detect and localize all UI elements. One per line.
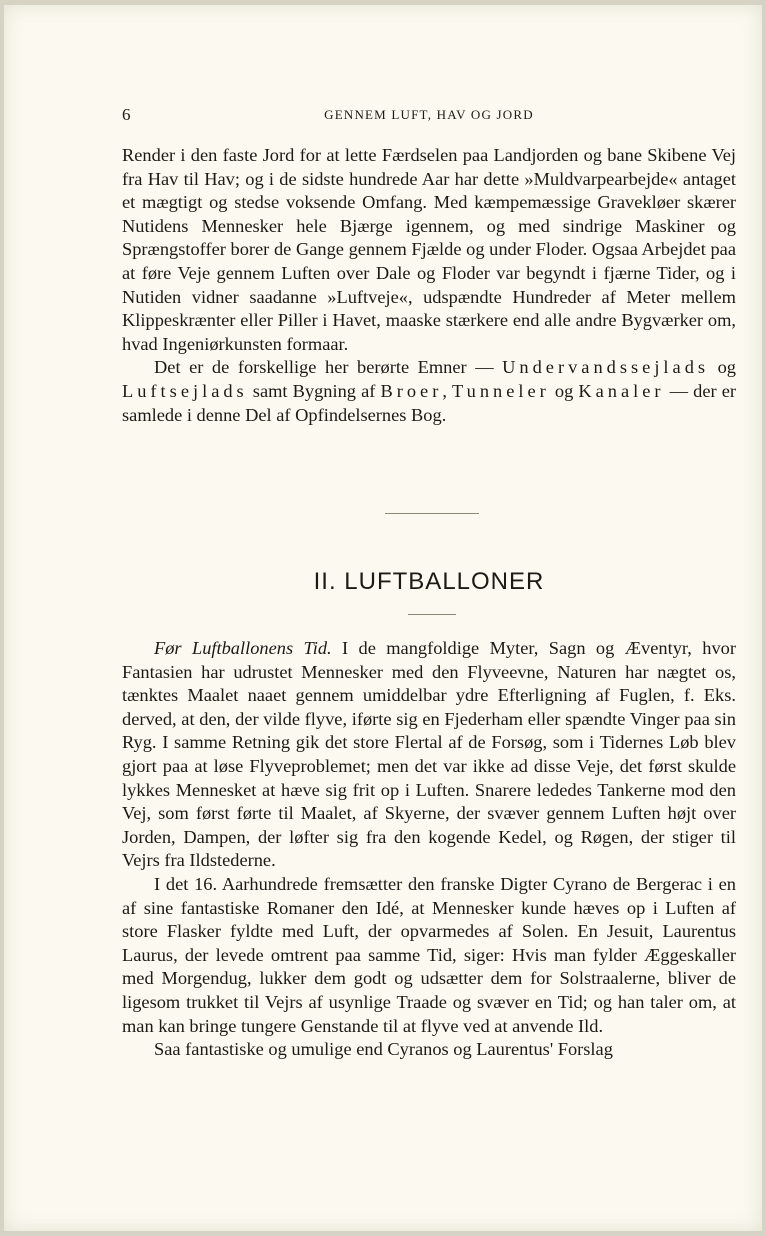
intro-p2-mid3: , bbox=[442, 380, 453, 401]
page-header bbox=[122, 105, 736, 129]
intro-p2-mid2: samt Bygning af bbox=[247, 380, 381, 401]
running-title: GENNEM LUFT, HAV OG JORD bbox=[324, 107, 534, 122]
intro-paragraph-1: Render i den faste Jord for at lette Færdselen paa Landjorden og bane Skibene Vej fra Hav til Hav; og i de sidste hundrede Aar har dette »Muldvarpearbejde« antaget et mægtigt og stedse voksende Omfang. Med kæmpemæssige Gravekløer skærer Nutidens Mennesker hele Bjærge igennem, og med sindrige Maskiner og Sprængstoffer borer de Gange gennem Fjælde og under Floder. Ogsaa Arbejdet paa at føre Veje gennem Luften over Dale og Floder var begyndt i fjærne Tider, og i Nutiden vidner saadanne »Luftveje«, udspændte Hundreder af Meter mellem Klippeskrænter eller Piller i Havet, maaske stærkere end alle andre Bygværker om, hvad Ingeniørkunsten formaar. bbox=[122, 145, 736, 354]
page-number: 6 bbox=[122, 105, 131, 124]
intro-paragraph-2 bbox=[122, 356, 736, 427]
chapter-paragraph-3: Saa fantastiske og umulige end Cyranos og Laurentus' Forslag bbox=[154, 1039, 613, 1060]
intro-p2-mid1: og bbox=[709, 357, 736, 378]
subsection-heading: Før Luftballonens Tid. bbox=[154, 638, 332, 658]
section-divider bbox=[385, 513, 479, 514]
title-underline bbox=[408, 614, 456, 615]
intro-p2-end: — der er samlede i denne Del af Opfindelsernes Bog. bbox=[122, 380, 737, 425]
term-broer: Broer bbox=[380, 380, 443, 401]
chapter-text bbox=[122, 637, 736, 1062]
chapter-p1-text: I de mangfoldige Myter, Sagn og Æventyr, hvor Fantasien har udrustet Mennesker med den Flyveevne, Naturen har nægtet os, tænktes Maalet naaet gennem umiddelbar ydre Efterligning af Fuglen, f. Eks. derved, at den, der vilde flyve, iførte sig en Fjederham eller spændte Vinger paa sin Ryg. I samme Retning gik det store Flertal af de Forsøg, som i Tidernes Løb blev gjort paa at løse Flyveproblemet; men det var ikke ad disse Veje, det først skulde lykkes Mennesket at hæve sig frit op i Luften. Snarere lededes Tankerne mod den Vej, som først førte til Maalet, af Skyerne, der svæver gennem Luften højt over Jorden, Dampen, der løfter sig fra den kogende Kedel, og Røgen, der stiger til Vejrs fra Ildstederne. bbox=[122, 638, 736, 871]
chapter-title: II. LUFTBALLONER bbox=[313, 568, 545, 595]
term-luftsejlads: Luftsejlads bbox=[122, 380, 248, 401]
term-undervandssejlads: Undervandssejlads bbox=[502, 357, 710, 378]
intro-p2-mid4: og bbox=[549, 380, 579, 401]
term-tunneler: Tunneler bbox=[452, 380, 550, 401]
intro-p2-start: Det er de forskellige her berørte Emner — bbox=[154, 357, 503, 378]
intro-text bbox=[122, 144, 736, 427]
chapter-paragraph-2: I det 16. Aarhundrede fremsætter den franske Digter Cyrano de Bergerac i en af sine fantastiske Romaner den Idé, at Mennesker kunde hæves op i Luften af store Flasker fyldte med Luft, der opvarmedes af Solen. En Jesuit, Laurentus Laurus, der levede omtrent paa samme Tid, siger: Hvis man fylder Æggeskaller med Morgendug, lukker dem godt og udsætter dem for Solstraalerne, bliver de ligesom trukket til Vejrs af usynlige Traade og svæver en Tid; og han taler om, at man kan bringe tungere Genstande til at flyve ved at anvende Ild. bbox=[122, 873, 736, 1036]
book-page bbox=[4, 5, 762, 1231]
chapter-paragraph-1 bbox=[122, 637, 736, 873]
term-kanaler: Kanaler bbox=[578, 380, 665, 401]
